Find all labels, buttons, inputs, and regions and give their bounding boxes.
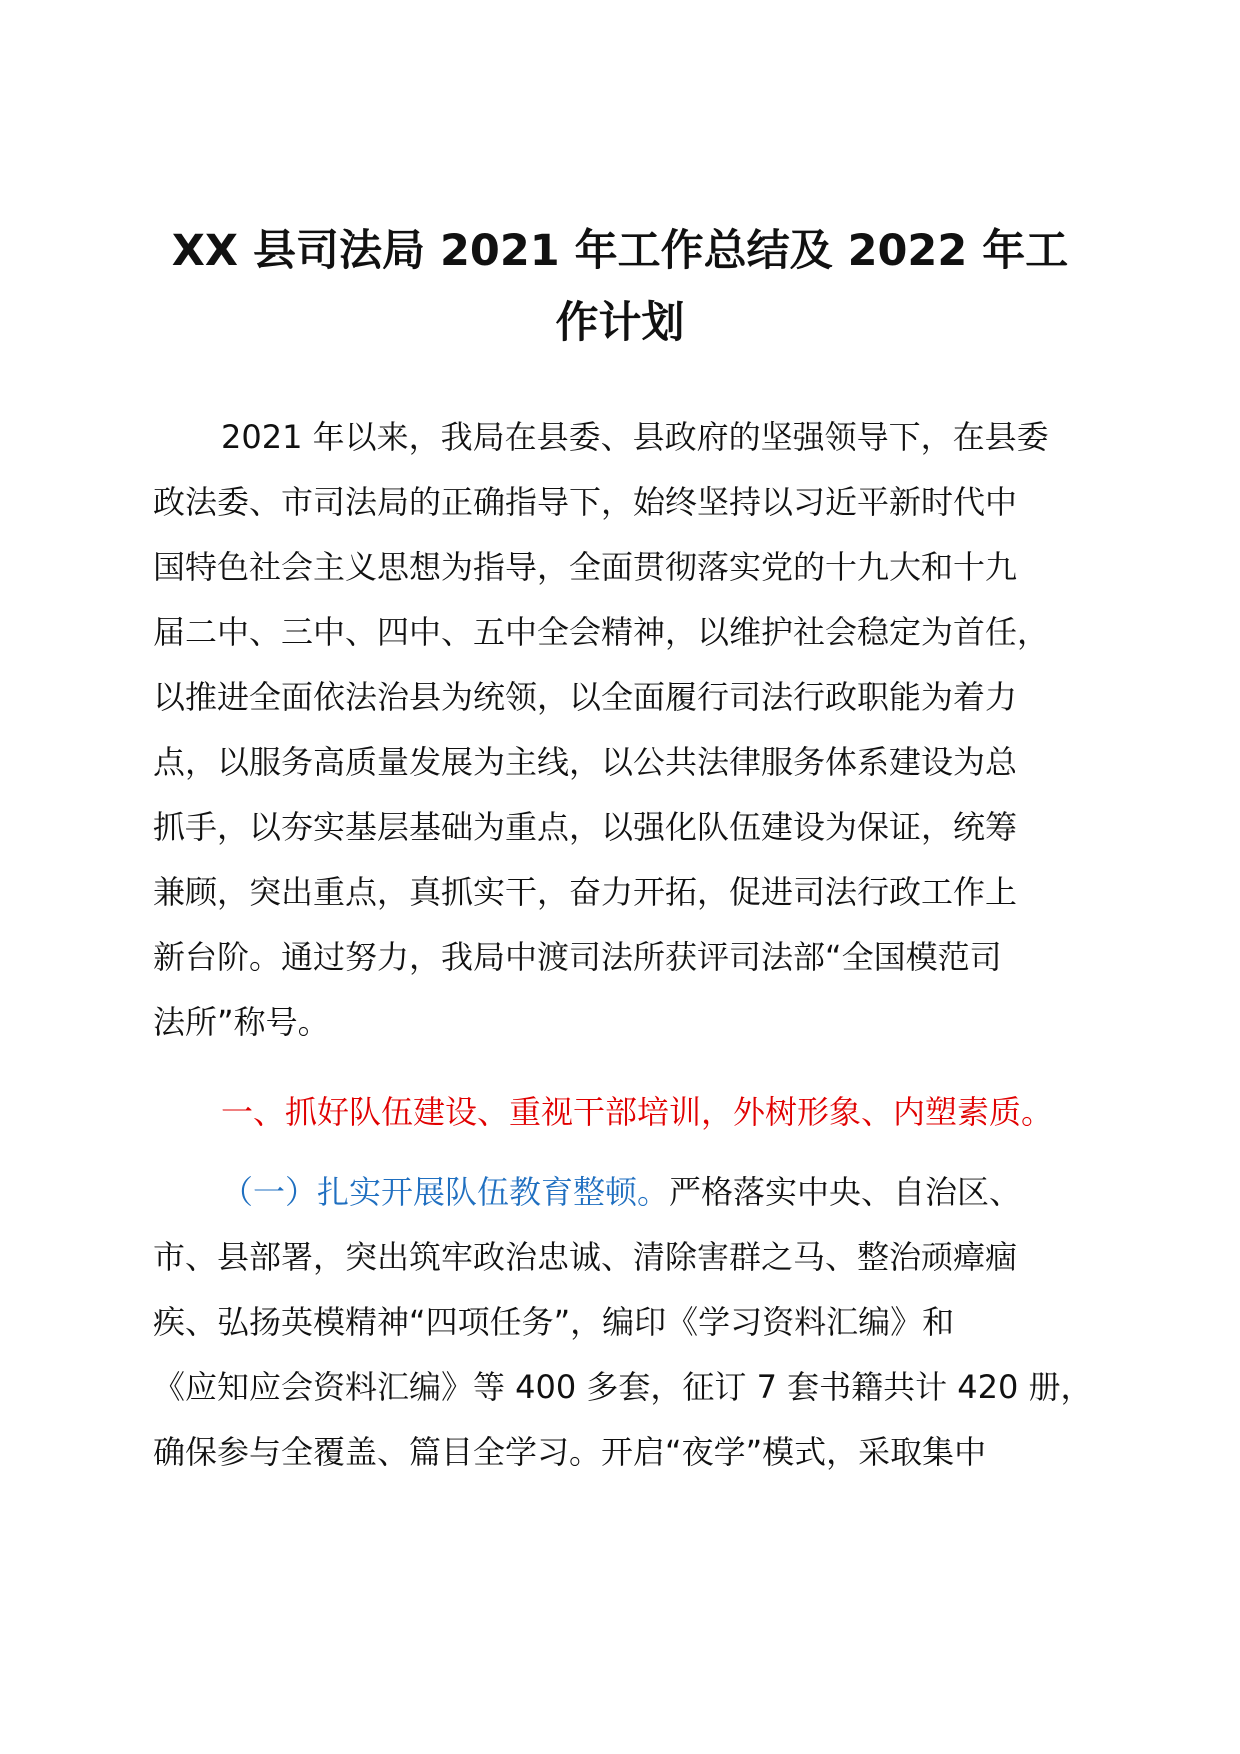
paragraph-line: 疾、弘扬英模精神“四项任务”，编印《学习资料汇编》和 <box>153 1303 955 1341</box>
paragraph-line: 以推进全面依法治县为统领，以全面履行司法行政职能为着力 <box>153 678 1018 716</box>
section-paragraph <box>153 1160 1113 1485</box>
title-line: XX 县司法局 2021 年工作总结及 2022 年工 <box>171 226 1069 276</box>
paragraph-line: 兼顾，突出重点，真抓实干，奋力开拓，促进司法行政工作上 <box>153 873 1018 911</box>
paragraph-line: 政法委、市司法局的正确指导下，始终坚持以习近平新时代中 <box>153 483 1018 521</box>
paragraph-line: 届二中、三中、四中、五中全会精神，以维护社会稳定为首任， <box>153 613 1050 651</box>
intro-paragraph <box>153 405 1113 1055</box>
paragraph-line: 市、县部署，突出筑牢政治忠诚、清除害群之马、整治顽瘴痼 <box>153 1238 1018 1276</box>
document-title <box>140 215 1100 359</box>
paragraph-line: 国特色社会主义思想为指导，全面贯彻落实党的十九大和十九 <box>153 548 1018 586</box>
subheading: （一）扎实开展队伍教育整顿。 <box>221 1173 670 1211</box>
title-line: 作计划 <box>555 298 685 348</box>
paragraph-line: 抓手，以夯实基层基础为重点，以强化队伍建设为保证，统筹 <box>153 808 1018 846</box>
section-heading: 一、抓好队伍建设、重视干部培训，外树形象、内塑素质。 <box>221 1093 1054 1131</box>
paragraph-line: 确保参与全覆盖、篇目全学习。开启“夜学”模式，采取集中 <box>153 1433 987 1471</box>
paragraph-text: 严格落实中央、自治区、 <box>669 1173 1022 1211</box>
paragraph-first-line <box>153 1160 1113 1225</box>
paragraph-line: 新台阶。通过努力，我局中渡司法所获评司法部“全国模范司 <box>153 938 1002 976</box>
paragraph-line: 《应知应会资料汇编》等 400 多套，征订 7 套书籍共计 420 册， <box>153 1368 1093 1406</box>
paragraph-line: 法所”称号。 <box>153 1003 330 1041</box>
paragraph-line: 点，以服务高质量发展为主线，以公共法律服务体系建设为总 <box>153 743 1018 781</box>
paragraph-line: 2021 年以来，我局在县委、县政府的坚强领导下，在县委 <box>221 418 1049 456</box>
